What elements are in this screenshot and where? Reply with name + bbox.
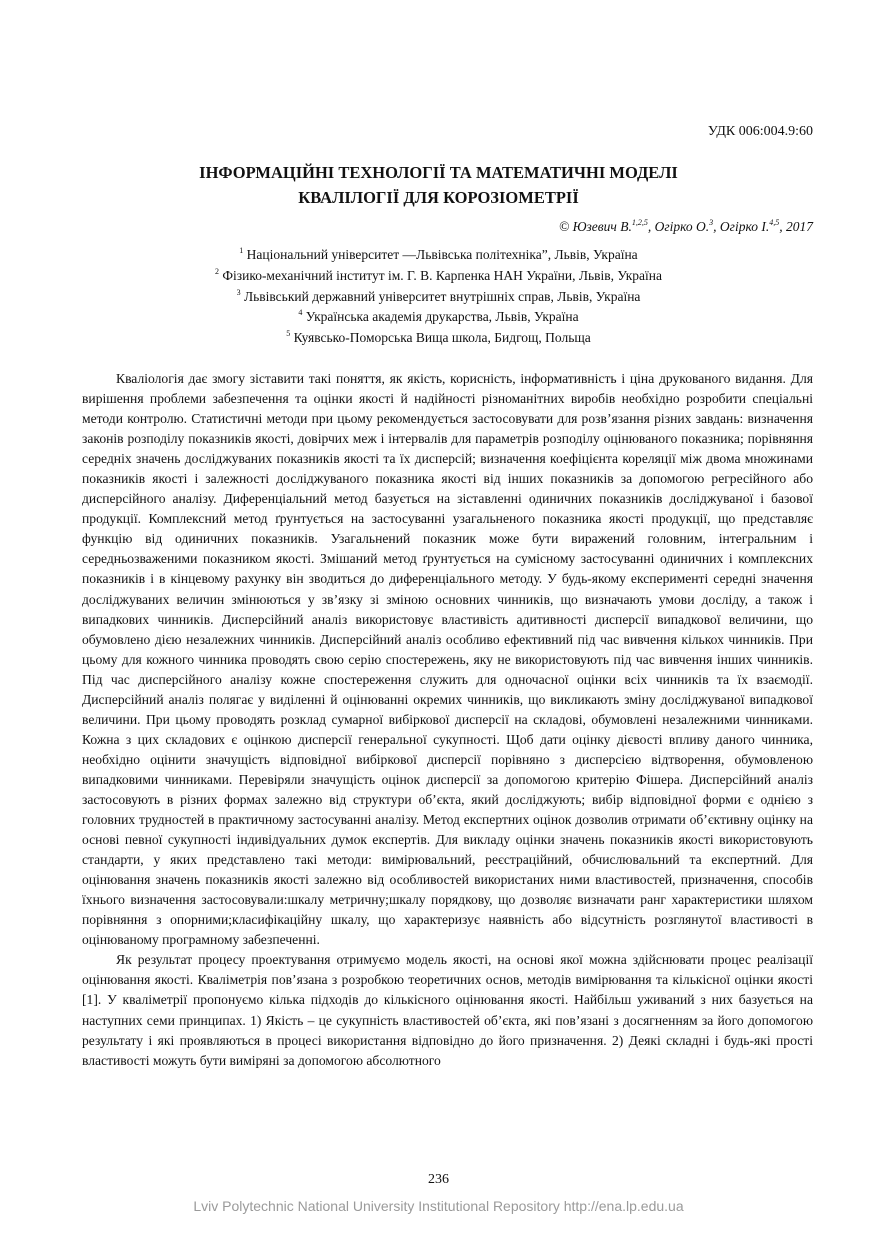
affiliation-4: $^4$ Українська академія друкарства, Львів, Україна xyxy=(298,308,579,325)
affiliations xyxy=(60,245,817,349)
author-line: © Юзевич В.$^{1,2,5}$, Огірко О.$^3$, Огірко І.$^{4,5}$, 2017 xyxy=(558,218,813,234)
author-1: Юзевич В. xyxy=(572,219,632,234)
affiliation-1: $^1$ Національний університет ―Львівська політехніка”, Львів, Україна xyxy=(239,246,638,262)
paper-title xyxy=(60,160,817,210)
paragraph-1: Кваліологія дає змогу зіставити такі поняття, як якість, корисність, інформативність і ціна друкованого видання. Для вирішення проблеми забезпечення та оцінки якості й надійності різноманітних виробів необхідно розробити спеціальні методи контролю. Статистичні методи при цьому рекомендується застосовувати для розв’язання різних завдань: визначення законів розподілу показників якості, довірчих меж і інтервалів для параметрів розподілу оцінюваного показника; порівняння середніх значень досліджуваних показників якості та їх дисперсій; визначення коефіцієнта кореляції між двома множинами показників якості і залежності досліджуваного показника якості від інших показників за допомогою регресійного або дисперсійного аналізу. Диференціальний метод базується на зіставленні одиничних показників досліджуваної і базової продукції. Комплексний метод ґрунтується на застосуванні узагальненого показника якості продукції, що представляє функцію від одиничних показників. Узагальнений показник може бути виражений головним, інтегральним і середньозваженими показником якості. Змішаний метод ґрунтується на сумісному застосуванні одиничних і комплексних показників і в кінцевому рахунку він зводиться до диференціального методу. У будь-якому експерименті середні значення досліджуваних величин змінюються у зв’язку зі зміною основних чинників, що визначають умови досліду, а також і випадкових чинників. Дисперсійний аналіз використовує властивість адитивності дисперсії випадкової величини, що обумовлено дією незалежних чинників. Дисперсійний аналіз особливо ефективний під час вивчення кількох чинників. При цьому для кожного чинника проводять свою серію спостережень, яку не використовують під час вивчення інших чинників. Під час дисперсійного аналізу кожне спостереження служить для одночасної оцінки всіх чинників та їх взаємодії. Дисперсійний аналіз полягає у виділенні й оцінюванні окремих чинників, що викликають зміну досліджуваної випадкової величини. При цьому проводять розклад сумарної вибіркової дисперсії на складові, обумовлені незалежними чинниками. Кожна з цих складових є оцінкою дисперсії генеральної сукупності. Щоб дати оцінку дієвості впливу даного чинника, необхідно оцінити значущість відповідної вибіркової дисперсії порівняно з дисперсією відтворення, обумовленою випадковими чинниками. Перевіряли значущість оцінок дисперсії за допомогою критерію Фішера. Дисперсійний аналіз застосовують в різних формах залежно від структури об’єкта, який досліджують; вибір відповідної форми є однією з головних трудностей в практичному застосуванні аналізу. Метод експертних оцінок дозволив отримати об’єктивну оцінку на основі певної сукупності індивідуальних думок експертів. Для викладу оцінки значень показників якості використовують стандарти, у яких представлено такі методи: вимірювальний, реєстраційний, обчислювальний та експертний. Для оцінювання значень показників якості залежно від особливостей використаних ними властивостей, призначення, способів їхнього визначення застосовували:шкалу метричну;шкалу порядкову, що дозволяє визначати ранг характеристики шляхом порівняння з опорними;класифікаційну шкалу, що характеризує наявність або відсутність розглянутої властивості в оцінюваному програмному забезпеченні. xyxy=(82,371,813,948)
repository-footer: Lviv Polytechnic National University Institutional Repository http://ena.lp.edu.ua xyxy=(193,1198,684,1214)
author-2-affil: 3 xyxy=(709,218,714,227)
title-line-2: КВАЛІЛОГІЇ ДЛЯ КОРОЗІОМЕТРІЇ xyxy=(298,188,579,207)
author-3-affil: 4,5 xyxy=(769,218,780,227)
affiliation-5: $^5$ Куявсько-Поморська Вища школа, Бидгощ, Польща xyxy=(286,329,591,346)
affiliation-2: $^2$ Фізико-механічний інститут ім. Г. В. Карпенка НАН України, Львів, Україна xyxy=(214,266,663,283)
author-1-affil: 1,2,5 xyxy=(631,218,648,227)
affiliation-3: $^3$ Львівський державний університет внутрішніх справ, Львів, Україна xyxy=(236,287,641,304)
body-text xyxy=(82,369,813,1071)
page-number: 236 xyxy=(428,1172,449,1187)
copyright-sign: © xyxy=(558,219,570,234)
publication-year: 2017 xyxy=(786,219,813,234)
udk-code: УДК 006:004.9:60 xyxy=(707,124,813,139)
paragraph-2: Як результат процесу проектування отримуємо модель якості, на основі якої можна здійснювати процес реалізації оцінювання якості. Кваліметрія пов’язана з розробкою теоретичних основ, методів вимірювання та кількісної оцінки якості [1]. У кваліметрії пропонуємо кілька підходів до кількісного оцінювання якості. Найбільш уживаний з них базується на наступних семи принципах. 1) Якість – це сукупність властивостей об’єкта, які пов’язані з досягненням за його допомогою результату і які проявляються в процесі використання відповідно до його призначення. 2) Деякі складні і будь-які прості властивості можуть бути виміряні за допомогою абсолютного xyxy=(82,952,813,1068)
author-3: Огірко І. xyxy=(719,219,770,234)
title-line-1: ІНФОРМАЦІЙНІ ТЕХНОЛОГІЇ ТА МАТЕМАТИЧНІ МОДЕЛІ xyxy=(199,163,678,182)
author-2: Огірко О. xyxy=(654,219,710,234)
